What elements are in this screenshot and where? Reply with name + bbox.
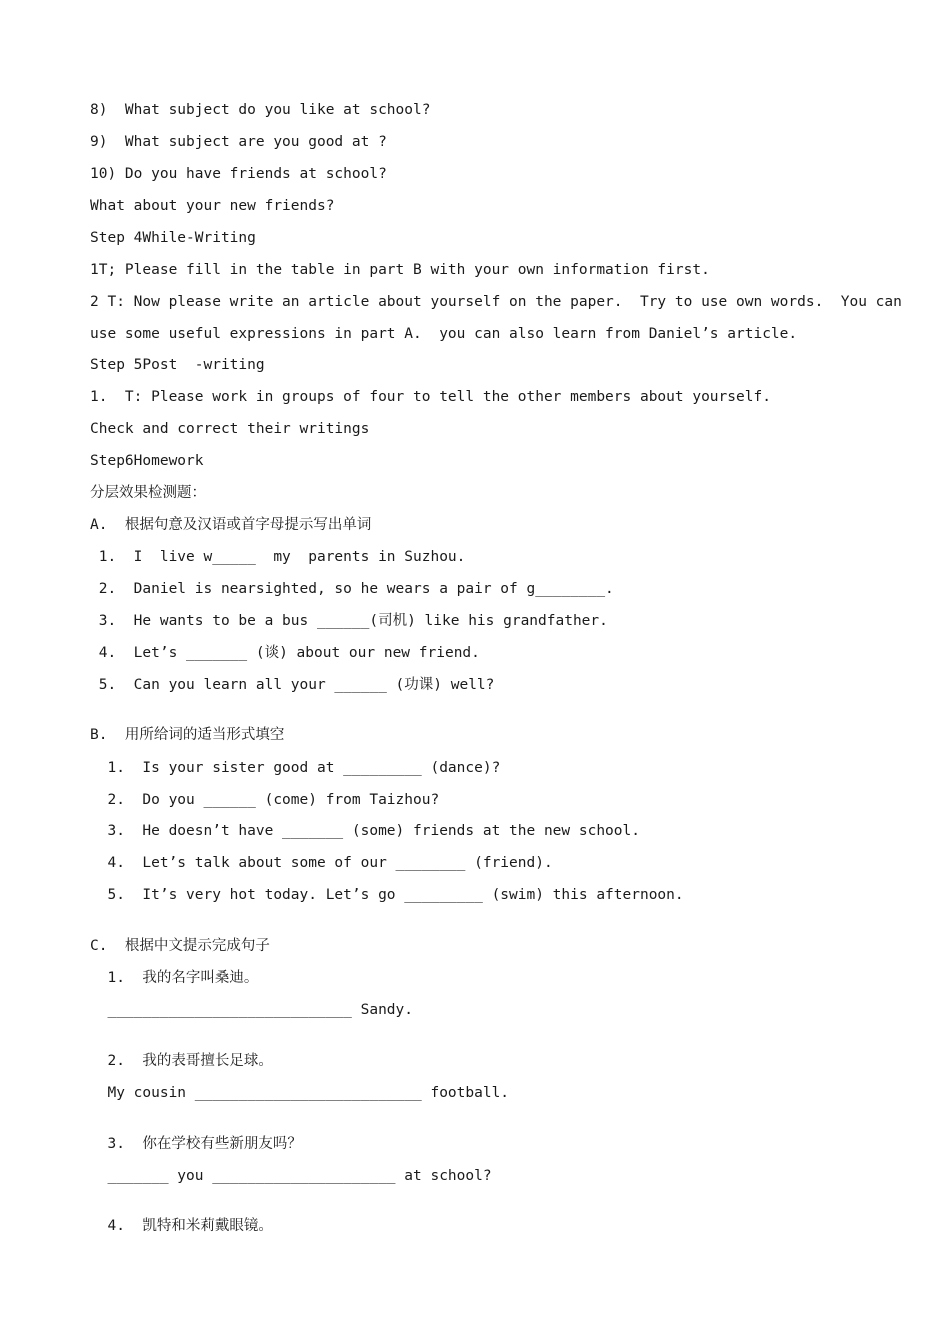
section-c-item-1-answer: ____________________________ Sandy.	[90, 1002, 414, 1018]
step-4-instruction-1: 1T; Please fill in the table in part B with your own information first.	[90, 262, 710, 278]
section-b-item-5: 5. It’s very hot today. Let’s go _________ (swim) this afternoon.	[90, 887, 684, 903]
section-a-item-1: 1. I live w_____ my parents in Suzhou.	[90, 549, 466, 565]
check-writings-line: Check and correct their writings	[90, 421, 370, 437]
section-a-item-3: 3. He wants to be a bus ______(司机) like his grandfather.	[90, 613, 608, 629]
section-a-item-2: 2. Daniel is nearsighted, so he wears a pair of g________.	[90, 581, 614, 597]
section-b-item-1: 1. Is your sister good at _________ (dance)?	[90, 760, 501, 776]
section-b-item-4: 4. Let’s talk about some of our ________ (friend).	[90, 855, 553, 871]
step-5-instruction: 1. T: Please work in groups of four to tell the other members about yourself.	[90, 389, 771, 405]
section-b-heading: B. 用所给词的适当形式填空	[90, 727, 285, 743]
section-c-heading: C. 根据中文提示完成句子	[90, 938, 270, 954]
section-a-heading: A. 根据句意及汉语或首字母提示写出单词	[90, 517, 372, 533]
section-c-item-1: 1. 我的名字叫桑迪。	[90, 970, 259, 986]
section-c-item-4: 4. 凯特和米莉戴眼镜。	[90, 1218, 273, 1234]
question-9: 9) What subject are you good at ?	[90, 134, 387, 150]
question-10: 10) Do you have friends at school?	[90, 166, 387, 182]
section-a-item-5: 5. Can you learn all your ______ (功课) well?	[90, 677, 495, 693]
section-c-item-3: 3. 你在学校有些新朋友吗？	[90, 1136, 302, 1152]
section-c-item-3-answer: _______ you _____________________ at school?	[90, 1168, 492, 1184]
test-section-title: 分层效果检测题：	[90, 485, 206, 501]
step-4-heading: Step 4While-Writing	[90, 230, 256, 246]
new-friends-question: What about your new friends?	[90, 198, 335, 214]
section-a-item-4: 4. Let’s _______ (谈) about our new friend.	[90, 645, 480, 661]
step-6-heading: Step6Homework	[90, 453, 204, 469]
question-8: 8) What subject do you like at school?	[90, 102, 431, 118]
step-4-instruction-2-cont: use some useful expressions in part A. you can also learn from Daniel’s article.	[90, 326, 798, 342]
section-c-item-2-answer: My cousin __________________________ football.	[90, 1085, 510, 1101]
section-c-item-2: 2. 我的表哥擅长足球。	[90, 1053, 273, 1069]
step-5-heading: Step 5Post -writing	[90, 357, 265, 373]
step-4-instruction-2: 2 T: Now please write an article about yourself on the paper. Try to use own words. You can	[90, 294, 902, 310]
section-b-item-3: 3. He doesn’t have _______ (some) friends at the new school.	[90, 823, 640, 839]
section-b-item-2: 2. Do you ______ (come) from Taizhou?	[90, 792, 440, 808]
